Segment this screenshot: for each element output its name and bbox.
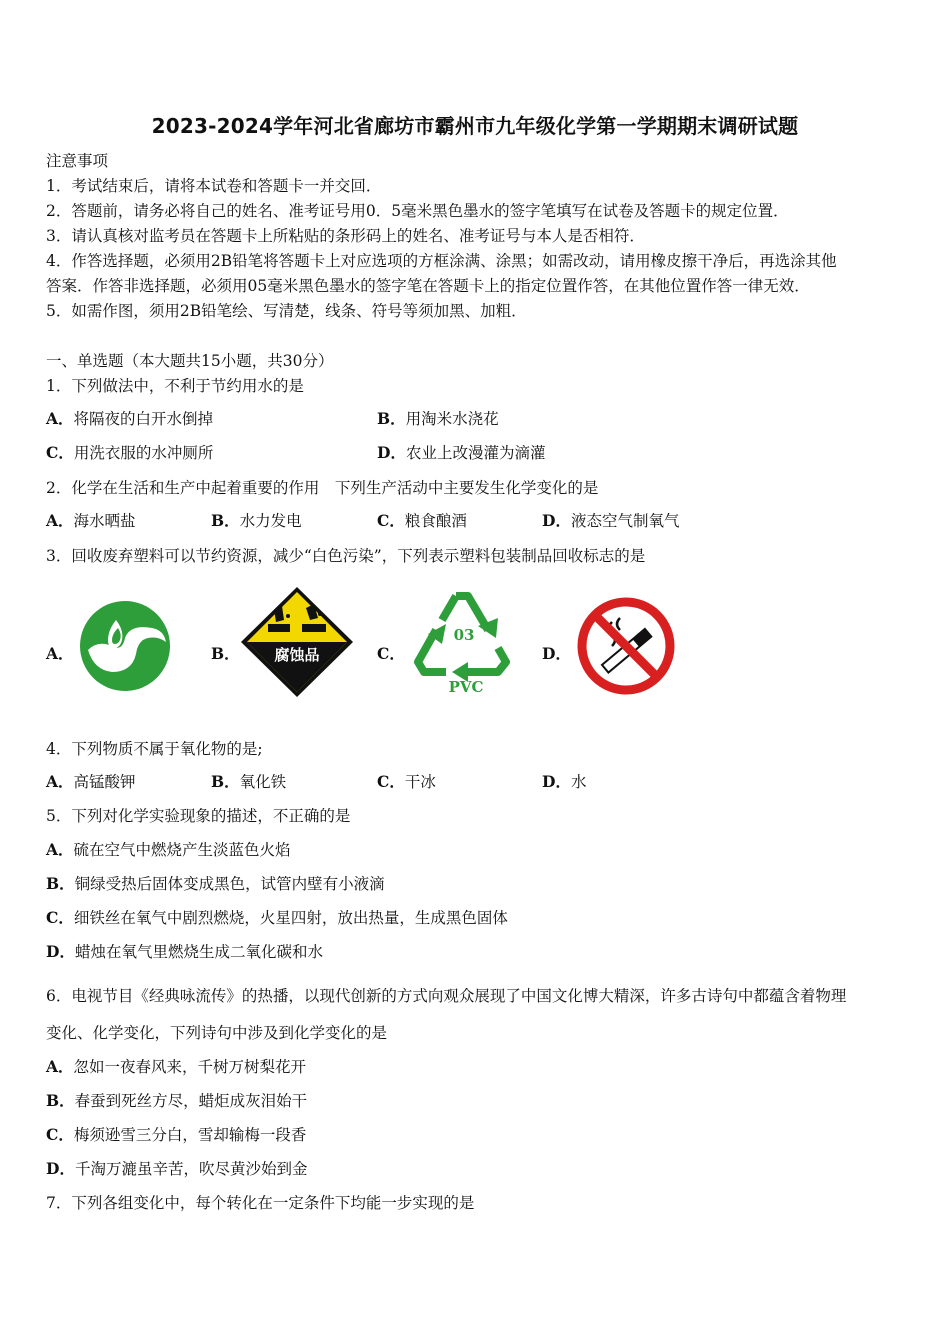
q4-option-a: A．高锰酸钾 [46,772,136,791]
recycling-code: PVC [448,678,484,696]
q6-option-d: D．千淘万漉虽辛苦，吹尽黄沙始到金 [46,1159,308,1178]
notice-item: 1．考试结束后，请将本试卷和答题卡一并交回． [46,177,382,195]
q3-option-b-label: B． [211,644,240,663]
q2-option-b: B．水力发电 [211,511,302,530]
question-4-stem: 4．下列物质不属于氧化物的是; [46,740,263,758]
q4-option-d: D．水 [542,772,587,791]
no-smoking-icon [576,596,676,696]
q4-option-c: C．干冰 [377,772,436,791]
notice-item: 4．作答选择题，必须用2B铅笔将答题卡上对应选项的方框涂满、涂黑；如需改动，请用橡皮擦干净后，再选涂其他 [46,252,837,270]
corrosive-hazard-icon [240,586,354,698]
question-2-stem: 2．化学在生活和生产中起着重要的作用 下列生产活动中主要发生化学变化的是 [46,479,599,497]
question-6-stem: 6．电视节目《经典咏流传》的热播，以现代创新的方式向观众展现了中国文化博大精深，许多古诗句中都蕴含着物理 [46,987,847,1005]
notice-item: 2．答题前，请务必将自己的姓名、准考证号用0．5毫米黑色墨水的签字笔填写在试卷及答题卡的规定位置． [46,202,789,220]
recycling-number: 03 [453,626,475,644]
notice-item: 答案．作答非选择题，必须用05毫米黑色墨水的签字笔在答题卡上的指定位置作答，在其他位置作答一律无效． [46,277,810,295]
page-title: 2023-2024学年河北省廊坊市霸州市九年级化学第一学期期末调研试题 [151,114,799,138]
notice-item: 3．请认真核对监考员在答题卡上所粘贴的条形码上的姓名、准考证号与本人是否相符． [46,227,645,245]
q6-option-c: C．梅须逊雪三分白，雪却输梅一段香 [46,1125,307,1144]
q1-option-d: D．农业上改漫灌为滴灌 [377,443,546,462]
water-saving-icon [78,600,172,692]
q2-option-a: A．海水晒盐 [46,511,136,530]
q1-option-a: A．将隔夜的白开水倒掉 [46,409,214,428]
q2-option-d: D．液态空气制氧气 [542,511,680,530]
q1-option-c: C．用洗衣服的水冲厕所 [46,443,214,462]
q5-option-b: B．铜绿受热后固体变成黑色，试管内壁有小液滴 [46,874,385,893]
q5-option-a: A．硫在空气中燃烧产生淡蓝色火焰 [46,840,291,859]
q3-option-d-label: D． [542,644,571,663]
plastic-recycling-icon [410,584,518,696]
q1-option-b: B．用淘米水浇花 [377,409,499,428]
section-heading: 一、单选题（本大题共15小题，共30分） [46,352,334,370]
q6-option-a: A．忽如一夜春风来，千树万树梨花开 [46,1057,307,1076]
notice-item: 5．如需作图，须用2B铅笔绘、写清楚，线条、符号等须加黑、加粗． [46,302,527,320]
q4-option-b: B．氧化铁 [211,772,287,791]
q3-option-a-label: A． [46,644,74,663]
question-6-stem-cont: 变化、化学变化，下列诗句中涉及到化学变化的是 [46,1024,388,1042]
question-3-stem: 3．回收废弃塑料可以节约资源，减少“白色污染”，下列表示塑料包装制品回收标志的是 [46,547,646,565]
question-5-stem: 5．下列对化学实验现象的描述，不正确的是 [46,807,351,825]
q5-option-c: C．细铁丝在氧气中剧烈燃烧，火星四射，放出热量，生成黑色固体 [46,908,508,927]
q3-option-c-label: C． [377,644,405,663]
corrosive-sign-text: 腐蚀品 [274,646,320,664]
notice-heading: 注意事项 [46,152,109,170]
q6-option-b: B．春蚕到死丝方尽，蜡炬成灰泪始干 [46,1091,308,1110]
question-7-stem: 7．下列各组变化中，每个转化在一定条件下均能一步实现的是 [46,1194,475,1212]
question-1-stem: 1．下列做法中，不利于节约用水的是 [46,377,304,395]
q2-option-c: C．粮食酿酒 [377,511,467,530]
q5-option-d: D．蜡烛在氧气里燃烧生成二氧化碳和水 [46,942,323,961]
